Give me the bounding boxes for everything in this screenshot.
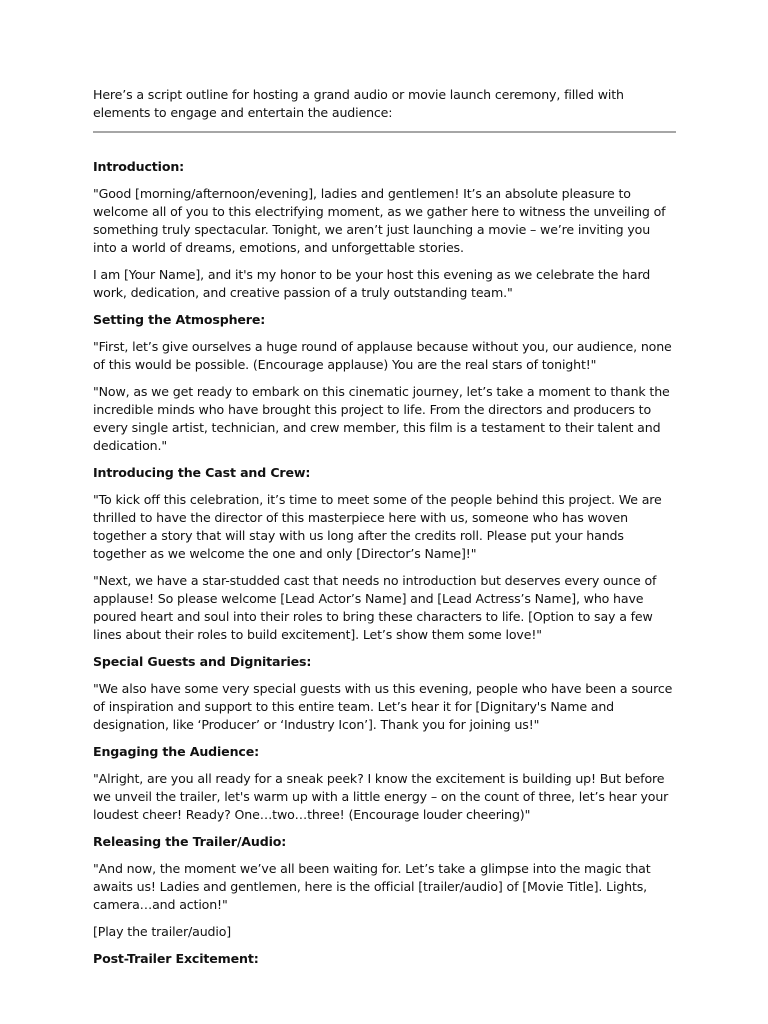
section-heading-cast-crew: Introducing the Cast and Crew: [93,465,311,480]
document-page [93,86,676,977]
section-heading-trailer: Releasing the Trailer/Audio: [93,834,287,849]
section-heading-guests: Special Guests and Dignitaries: [93,654,312,669]
paragraph: "Good [morning/afternoon/evening], ladies and gentlemen! It’s an absolute pleasure to welcome all of you to this electrifying moment, as we gather here to witness the unveiling of something truly spectacular. Tonight, we aren’t just launching a movie – we’re inviting you into a world of dreams, emotions, and unforgettable stories. [93,186,666,255]
paragraph: I am [Your Name], and it's my honor to be your host this evening as we celebrate the hard work, dedication, and creative passion of a truly outstanding team." [93,267,651,300]
script-body [93,158,676,968]
paragraph: "To kick off this celebration, it’s time to meet some of the people behind this project. We are thrilled to have the director of this masterpiece here with us, someone who has woven together a story that will stay with us long after the credits roll. Please put your hands together as we welcome the one and only [Director’s Name]!" [93,492,662,561]
paragraph: "Alright, are you all ready for a sneak peek? I know the excitement is building up! But before we unveil the trailer, let's warm up with a little energy – on the count of three, let’s hear your loudest cheer! Ready? One…two…three! (Encourage louder cheering)" [93,771,669,822]
paragraph: "First, let’s give ourselves a huge round of applause because without you, our audience, none of this would be possible. (Encourage applause) You are the real stars of tonight!" [93,339,672,372]
paragraph: "We also have some very special guests with us this evening, people who have been a source of inspiration and support to this entire team. Let’s hear it for [Dignitary's Name and designation, like ‘Producer’ or ‘Industry Icon’]. Thank you for joining us!" [93,681,673,732]
paragraph: "Next, we have a star-studded cast that needs no introduction but deserves every ounce of applause! So please welcome [Lead Actor’s Name] and [Lead Actress’s Name], who have poured heart and soul into their roles to bring these characters to life. [Option to say a few lines about their roles to build excitement]. Let’s show them some love!" [93,573,657,642]
paragraph: [Play the trailer/audio] [93,924,232,939]
section-heading-post-trailer: Post-Trailer Excitement: [93,951,259,966]
paragraph: "And now, the moment we’ve all been waiting for. Let’s take a glimpse into the magic that awaits us! Ladies and gentlemen, here is the official [trailer/audio] of [Movie Title]. Lights, camera…and action!" [93,861,651,912]
section-heading-atmosphere: Setting the Atmosphere: [93,312,266,327]
paragraph: "Now, as we get ready to embark on this cinematic journey, let’s take a moment to thank the incredible minds who have brought this project to life. From the directors and producers to every single artist, technician, and crew member, this film is a testament to their talent and dedication." [93,384,670,453]
intro-text: Here’s a script outline for hosting a grand audio or movie launch ceremony, filled with elements to engage and entertain the audience: [93,87,624,120]
section-heading-audience: Engaging the Audience: [93,744,259,759]
section-heading-introduction: Introduction: [93,159,185,174]
horizontal-divider [93,131,676,133]
